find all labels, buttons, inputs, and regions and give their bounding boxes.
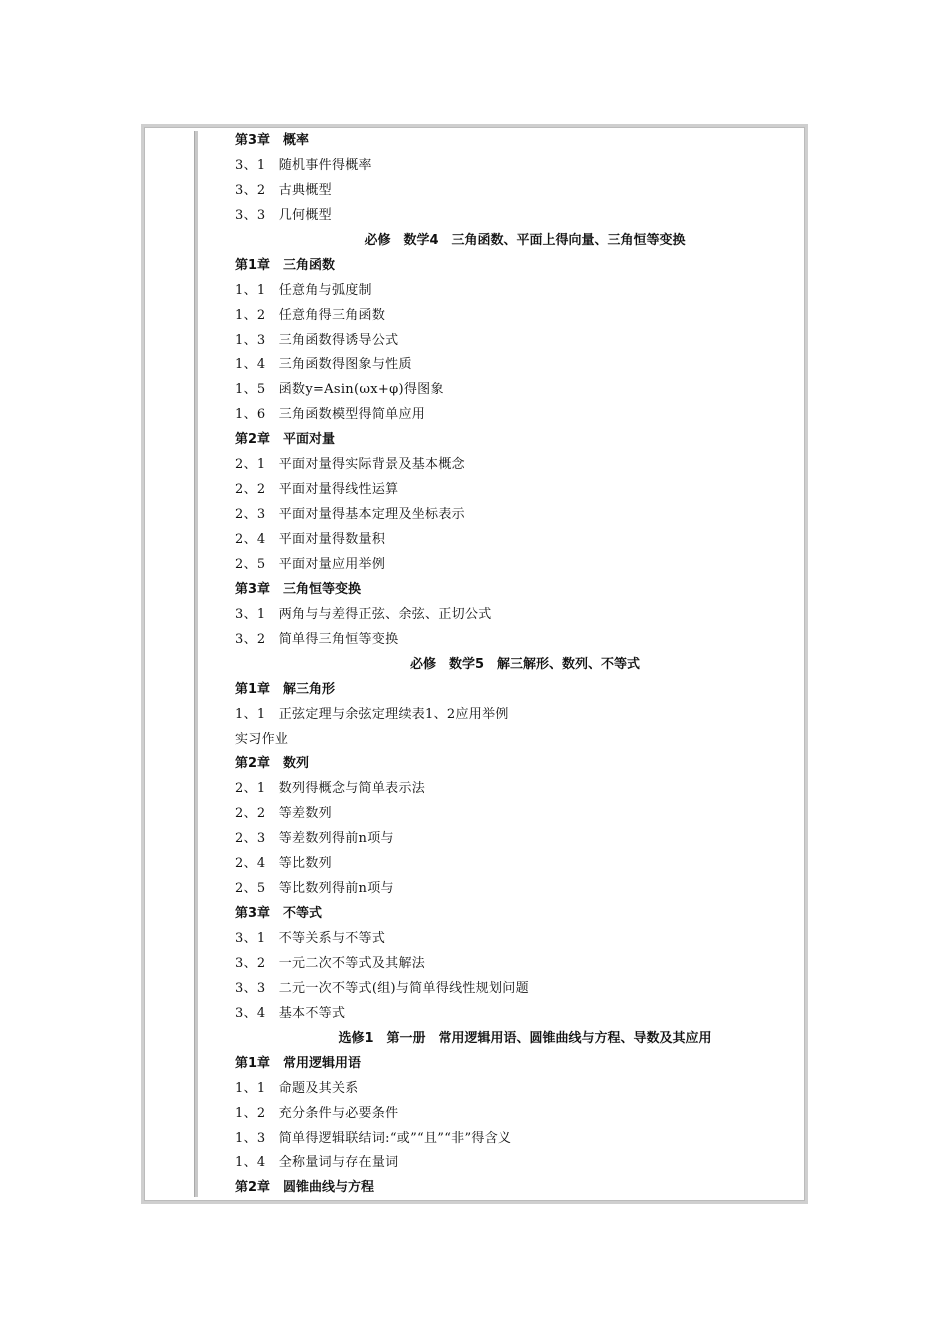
section-item: 3、1 不等关系与不等式 bbox=[235, 931, 386, 946]
section-item: 2、4 等比数列 bbox=[235, 856, 332, 872]
section-item: 1、5 函数y=Asin(ωx+φ)得图象 bbox=[235, 382, 444, 398]
section-item: 3、1 随机事件得概率 bbox=[235, 157, 372, 173]
section-item: 3、3 几何概型 bbox=[235, 207, 332, 223]
section-item: 1、4 三角函数得图象与性质 bbox=[235, 357, 412, 373]
section-item: 3、1 两角与与差得正弦、余弦、正切公式 bbox=[235, 606, 492, 622]
chapter-heading: 第1章 三角函数 bbox=[235, 257, 336, 273]
section-item: 3、2 一元二次不等式及其解法 bbox=[235, 955, 426, 971]
section-item: 2、1 数列得概念与简单表示法 bbox=[235, 781, 426, 797]
section-item: 3、2 简单得三角恒等变换 bbox=[235, 631, 399, 647]
section-item: 2、4 平面对量得数量积 bbox=[235, 532, 386, 547]
section-item: 实习作业 bbox=[235, 731, 289, 747]
chapter-heading: 第2章 数列 bbox=[235, 756, 310, 772]
section-item: 1、1 命题及其关系 bbox=[235, 1080, 359, 1096]
section-item: 3、3 二元一次不等式(组)与简单得线性规划问题 bbox=[235, 980, 529, 996]
section-item: 1、2 充分条件与必要条件 bbox=[235, 1105, 399, 1121]
column-divider bbox=[194, 131, 198, 1197]
chapter-heading: 第3章 不等式 bbox=[235, 906, 323, 922]
section-item: 1、6 三角函数模型得简单应用 bbox=[235, 407, 426, 423]
section-item: 1、3 简单得逻辑联结词:“或”“且”“非”得含义 bbox=[235, 1130, 512, 1146]
section-item: 1、3 三角函数得诱导公式 bbox=[235, 332, 399, 348]
section-item: 3、2 古典概型 bbox=[235, 182, 332, 198]
chapter-heading: 第3章 三角恒等变换 bbox=[235, 581, 362, 597]
book-heading: 必修 数学5 解三解形、数列、不等式 bbox=[409, 656, 641, 672]
section-item: 2、5 等比数列得前n项与 bbox=[235, 881, 394, 897]
section-item: 2、1 平面对量得实际背景及基本概念 bbox=[235, 457, 465, 473]
section-item: 1、2 任意角得三角函数 bbox=[235, 307, 386, 323]
chapter-heading: 第1章 常用逻辑用语 bbox=[235, 1055, 362, 1071]
chapter-heading: 第3章 概率 bbox=[235, 133, 310, 148]
book-heading: 必修 数学4 三角函数、平面上得向量、三角恒等变换 bbox=[364, 232, 686, 248]
section-item: 2、3 平面对量得基本定理及坐标表示 bbox=[235, 507, 465, 523]
chapter-heading: 第2章 圆锥曲线与方程 bbox=[235, 1180, 375, 1196]
section-item: 2、2 等差数列 bbox=[235, 806, 332, 822]
section-item: 2、5 平面对量应用举例 bbox=[235, 556, 386, 572]
book-heading: 选修1 第一册 常用逻辑用语、圆锥曲线与方程、导数及其应用 bbox=[338, 1030, 712, 1046]
chapter-heading: 第1章 解三角形 bbox=[235, 681, 336, 697]
chapter-heading: 第2章 平面对量 bbox=[235, 432, 336, 448]
section-item: 3、4 基本不等式 bbox=[235, 1005, 346, 1021]
section-item: 1、4 全称量词与存在量词 bbox=[235, 1155, 399, 1171]
section-item: 1、1 正弦定理与余弦定理续表1、2应用举例 bbox=[235, 706, 509, 722]
section-item: 2、2 平面对量得线性运算 bbox=[235, 482, 399, 498]
section-item: 2、3 等差数列得前n项与 bbox=[235, 831, 394, 847]
section-item: 1、1 任意角与弧度制 bbox=[235, 282, 372, 298]
table-of-contents bbox=[235, 129, 795, 1201]
